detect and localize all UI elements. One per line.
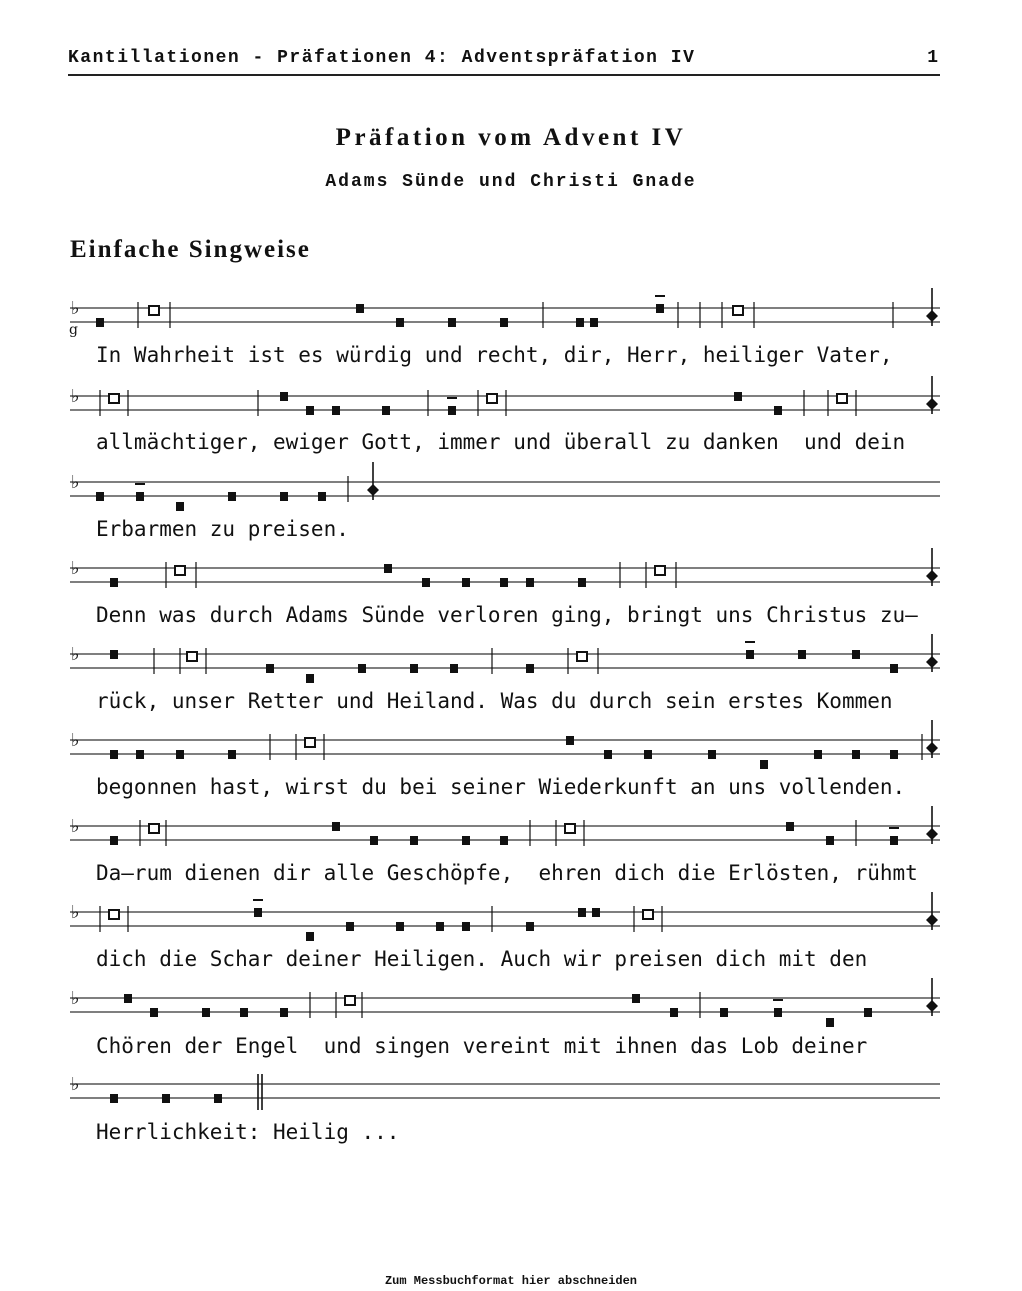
- chant-note: [422, 578, 430, 587]
- lyric-line: Chören der Engel und singen vereint mit ihnen das Lob deiner: [96, 1034, 868, 1058]
- recitation-note: [565, 824, 575, 833]
- chant-note: [254, 908, 262, 917]
- chant-note: [110, 578, 118, 587]
- chant-note: [124, 994, 132, 1003]
- flat-clef-icon: ♭: [71, 902, 80, 923]
- chant-note: [814, 750, 822, 759]
- final-diamond-note: [926, 1000, 938, 1012]
- recitation-note: [305, 738, 315, 747]
- chant-note: [852, 750, 860, 759]
- chant-note: [176, 502, 184, 511]
- recitation-note: [345, 996, 355, 1005]
- chant-note: [708, 750, 716, 759]
- chant-note: [462, 578, 470, 587]
- recitation-note: [109, 910, 119, 919]
- chant-note: [670, 1008, 678, 1017]
- chant-note: [734, 392, 742, 401]
- lyric-line: rück, unser Retter und Heiland. Was du durch sein erstes Kommen: [96, 689, 893, 713]
- chant-note: [774, 406, 782, 415]
- chant-note: [332, 406, 340, 415]
- page-number: 1: [927, 48, 938, 68]
- lyric-line: Erbarmen zu preisen.: [96, 517, 349, 541]
- chant-note: [644, 750, 652, 759]
- chant-note: [410, 836, 418, 845]
- lyric-line: begonnen hast, wirst du bei seiner Wiederkunft an uns vollenden.: [96, 775, 906, 799]
- chant-note: [798, 650, 806, 659]
- chant-note: [280, 1008, 288, 1017]
- lyric-line: Da–rum dienen dir alle Geschöpfe, ehren dich die Erlösten, rühmt: [96, 861, 918, 885]
- recitation-note: [733, 306, 743, 315]
- chant-note: [306, 406, 314, 415]
- lyric-line: dich die Schar deiner Heiligen. Auch wir preisen dich mit den: [96, 947, 868, 971]
- recitation-note: [655, 566, 665, 575]
- chant-note: [382, 406, 390, 415]
- chant-note: [450, 664, 458, 673]
- final-diamond-note: [926, 398, 938, 410]
- chant-note: [346, 922, 354, 931]
- chant-note: [176, 750, 184, 759]
- recitation-note: [187, 652, 197, 661]
- chant-note: [526, 664, 534, 673]
- flat-clef-icon: ♭: [71, 988, 80, 1009]
- final-diamond-note: [926, 310, 938, 322]
- recitation-note: [487, 394, 497, 403]
- chant-note: [864, 1008, 872, 1017]
- final-diamond-note: [926, 828, 938, 840]
- flat-clef-icon: ♭: [71, 472, 80, 493]
- recitation-note: [149, 824, 159, 833]
- chant-note: [890, 664, 898, 673]
- chant-note: [604, 750, 612, 759]
- final-diamond-note: [926, 914, 938, 926]
- chant-note: [370, 836, 378, 845]
- chant-note: [266, 664, 274, 673]
- flat-clef-icon: ♭: [71, 816, 80, 837]
- final-diamond-note: [367, 484, 379, 496]
- chant-note: [228, 492, 236, 501]
- chant-note: [760, 760, 768, 769]
- flat-clef-icon: ♭: [71, 298, 80, 319]
- lyric-line: allmächtiger, ewiger Gott, immer und überall zu danken und dein: [96, 430, 906, 454]
- chant-note: [774, 1008, 782, 1017]
- chant-note: [384, 564, 392, 573]
- chant-note: [150, 1008, 158, 1017]
- chant-note: [746, 650, 754, 659]
- recitation-note: [643, 910, 653, 919]
- flat-clef-icon: ♭: [71, 386, 80, 407]
- chant-note: [826, 1018, 834, 1027]
- chant-note: [410, 664, 418, 673]
- flat-clef-icon: ♭: [71, 1074, 80, 1095]
- recitation-note: [837, 394, 847, 403]
- chant-note: [96, 492, 104, 501]
- chant-note: [280, 392, 288, 401]
- chant-note: [448, 318, 456, 327]
- chant-note: [852, 650, 860, 659]
- chant-note: [436, 922, 444, 931]
- chant-note: [110, 836, 118, 845]
- recitation-note: [149, 306, 159, 315]
- final-diamond-note: [926, 742, 938, 754]
- final-diamond-note: [926, 570, 938, 582]
- chant-note: [110, 1094, 118, 1103]
- chant-note: [306, 674, 314, 683]
- recitation-note: [175, 566, 185, 575]
- chant-note: [96, 318, 104, 327]
- chant-note: [462, 836, 470, 845]
- lyric-line: Denn was durch Adams Sünde verloren ging, bringt uns Christus zu–: [96, 603, 918, 627]
- flat-clef-icon: ♭: [71, 558, 80, 579]
- cut-line-note: Zum Messbuchformat hier abschneiden: [384, 1274, 638, 1288]
- running-title: Kantillationen - Präfationen 4: Adventspräfation IV: [68, 48, 696, 68]
- chant-note: [578, 908, 586, 917]
- chant-note: [280, 492, 288, 501]
- chant-note: [110, 750, 118, 759]
- chant-note: [576, 318, 584, 327]
- chant-note: [592, 908, 600, 917]
- lyric-line: Herrlichkeit: Heilig ...: [96, 1120, 400, 1144]
- recitation-note: [109, 394, 119, 403]
- chant-note: [526, 922, 534, 931]
- chant-note: [462, 922, 470, 931]
- clef-letter: g: [69, 322, 78, 338]
- chant-note: [500, 578, 508, 587]
- chant-note: [358, 664, 366, 673]
- chant-note: [720, 1008, 728, 1017]
- chant-note: [228, 750, 236, 759]
- chant-note: [632, 994, 640, 1003]
- chant-note: [162, 1094, 170, 1103]
- chant-note: [500, 318, 508, 327]
- chant-note: [306, 932, 314, 941]
- chant-note: [826, 836, 834, 845]
- flat-clef-icon: ♭: [71, 644, 80, 665]
- chant-note: [890, 836, 898, 845]
- chant-note: [318, 492, 326, 501]
- chant-note: [332, 822, 340, 831]
- chant-note: [240, 1008, 248, 1017]
- chant-note: [578, 578, 586, 587]
- chant-note: [500, 836, 508, 845]
- chant-note: [526, 578, 534, 587]
- chant-note: [136, 750, 144, 759]
- chant-note: [448, 406, 456, 415]
- chant-note: [356, 304, 364, 313]
- chant-note: [396, 318, 404, 327]
- chant-note: [566, 736, 574, 745]
- chant-note: [110, 650, 118, 659]
- chant-note: [656, 304, 664, 313]
- chant-note: [590, 318, 598, 327]
- final-diamond-note: [926, 656, 938, 668]
- page-title: Präfation vom Advent IV: [335, 124, 687, 151]
- chant-note: [202, 1008, 210, 1017]
- chant-note: [136, 492, 144, 501]
- chant-note: [890, 750, 898, 759]
- chant-note: [214, 1094, 222, 1103]
- flat-clef-icon: ♭: [71, 730, 80, 751]
- chant-note: [786, 822, 794, 831]
- lyric-line: In Wahrheit ist es würdig und recht, dir, Herr, heiliger Vater,: [96, 343, 893, 367]
- recitation-note: [577, 652, 587, 661]
- page-subtitle: Adams Sünde und Christi Gnade: [325, 172, 697, 192]
- section-heading: Einfache Singweise: [70, 236, 311, 263]
- chant-note: [396, 922, 404, 931]
